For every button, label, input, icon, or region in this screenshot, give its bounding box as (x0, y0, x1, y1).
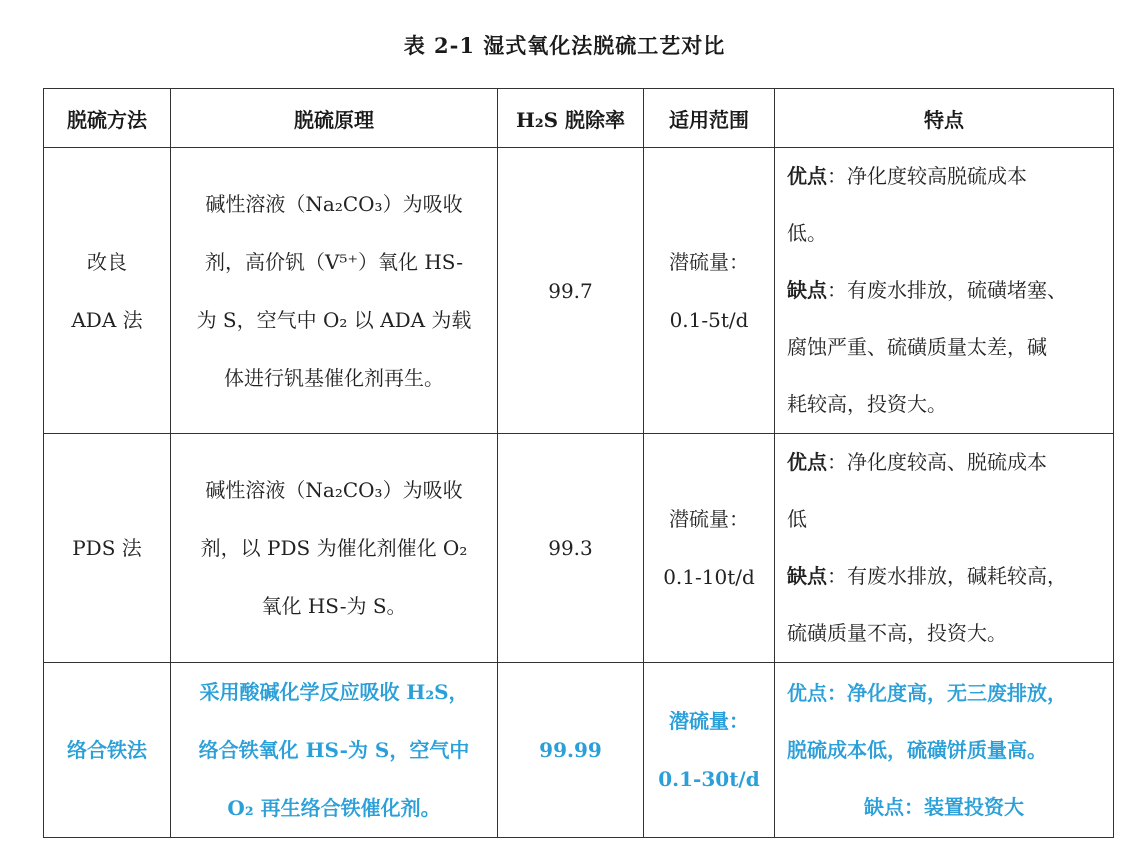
cons-text: ：有废水排放，碱耗较高， (827, 564, 1067, 588)
header-method: 脱硫方法 (44, 89, 171, 148)
rate-cell: 99.99 (498, 663, 644, 838)
table-caption: 表 2-1 湿式氧化法脱硫工艺对比 (403, 33, 726, 58)
pros-label: 优点 (787, 450, 827, 474)
scope-cell (644, 148, 775, 434)
principle-line: 氧化 HS-为 S。 (261, 594, 407, 618)
scope-label: 潜硫量： (669, 249, 749, 274)
pros-text-cont: 低。 (787, 221, 827, 245)
scope-value: 0.1-5t/d (669, 307, 749, 332)
rate-cell: 99.3 (498, 434, 644, 663)
rate-cell: 99.7 (498, 148, 644, 434)
features-line: 缺点：装置投资大 (864, 794, 1024, 819)
principle-line: 剂，以 PDS 为催化剂催化 O₂ (200, 536, 468, 560)
features-line: 优点：净化度高，无三废排放， (787, 680, 1067, 705)
method-cell: PDS 法 (44, 434, 171, 663)
scope-cell (644, 434, 775, 663)
principle-line: 碱性溶液（Na₂CO₃）为吸收 (205, 478, 463, 502)
cons-label: 缺点 (787, 564, 827, 588)
cons-text-cont: 耗较高，投资大。 (787, 392, 947, 416)
pros-text: ：净化度较高脱硫成本 (827, 164, 1027, 188)
principle-line: 剂，高价钒（V⁵⁺）氧化 HS- (204, 249, 463, 274)
features-cell (775, 434, 1114, 663)
scope-value: 0.1-30t/d (658, 767, 760, 791)
scope-value: 0.1-10t/d (663, 565, 755, 589)
principle-cell (171, 148, 498, 434)
principle-line: 络合铁氧化 HS-为 S，空气中 (198, 738, 470, 762)
header-principle: 脱硫原理 (171, 89, 498, 148)
cons-text: ：有废水排放，硫磺堵塞、 (827, 278, 1067, 302)
principle-cell (171, 663, 498, 838)
header-rate: H₂S 脱除率 (498, 89, 644, 148)
principle-line: 采用酸碱化学反应吸收 H₂S， (199, 680, 469, 704)
comparison-table (43, 88, 1114, 838)
method-label-line2: ADA 法 (71, 307, 143, 332)
scope-label: 潜硫量： (669, 507, 749, 531)
header-row (44, 89, 1114, 148)
pros-text-cont: 低 (787, 507, 807, 531)
table-row-highlighted (44, 663, 1114, 838)
pros-label: 优点 (787, 164, 827, 188)
method-label-line1: 改良 (87, 249, 127, 274)
principle-line: 碱性溶液（Na₂CO₃）为吸收 (205, 191, 463, 216)
cons-text-cont: 腐蚀严重、硫磺质量太差，碱 (787, 335, 1047, 359)
table-row (44, 434, 1114, 663)
table-row (44, 148, 1114, 434)
features-cell (775, 148, 1114, 434)
scope-cell (644, 663, 775, 838)
features-line: 脱硫成本低，硫磺饼质量高。 (787, 737, 1047, 762)
header-scope: 适用范围 (644, 89, 775, 148)
header-features: 特点 (775, 89, 1114, 148)
pros-text: ：净化度较高、脱硫成本 (827, 450, 1047, 474)
method-cell (44, 148, 171, 434)
principle-line: 体进行钒基催化剂再生。 (224, 365, 444, 390)
cons-text-cont: 硫磺质量不高，投资大。 (787, 621, 1007, 645)
principle-line: 为 S，空气中 O₂ 以 ADA 为载 (196, 307, 472, 332)
principle-cell (171, 434, 498, 663)
features-cell (775, 663, 1114, 838)
scope-label: 潜硫量： (669, 709, 749, 733)
principle-line: O₂ 再生络合铁催化剂。 (227, 796, 441, 820)
method-cell: 络合铁法 (44, 663, 171, 838)
cons-label: 缺点 (787, 278, 827, 302)
